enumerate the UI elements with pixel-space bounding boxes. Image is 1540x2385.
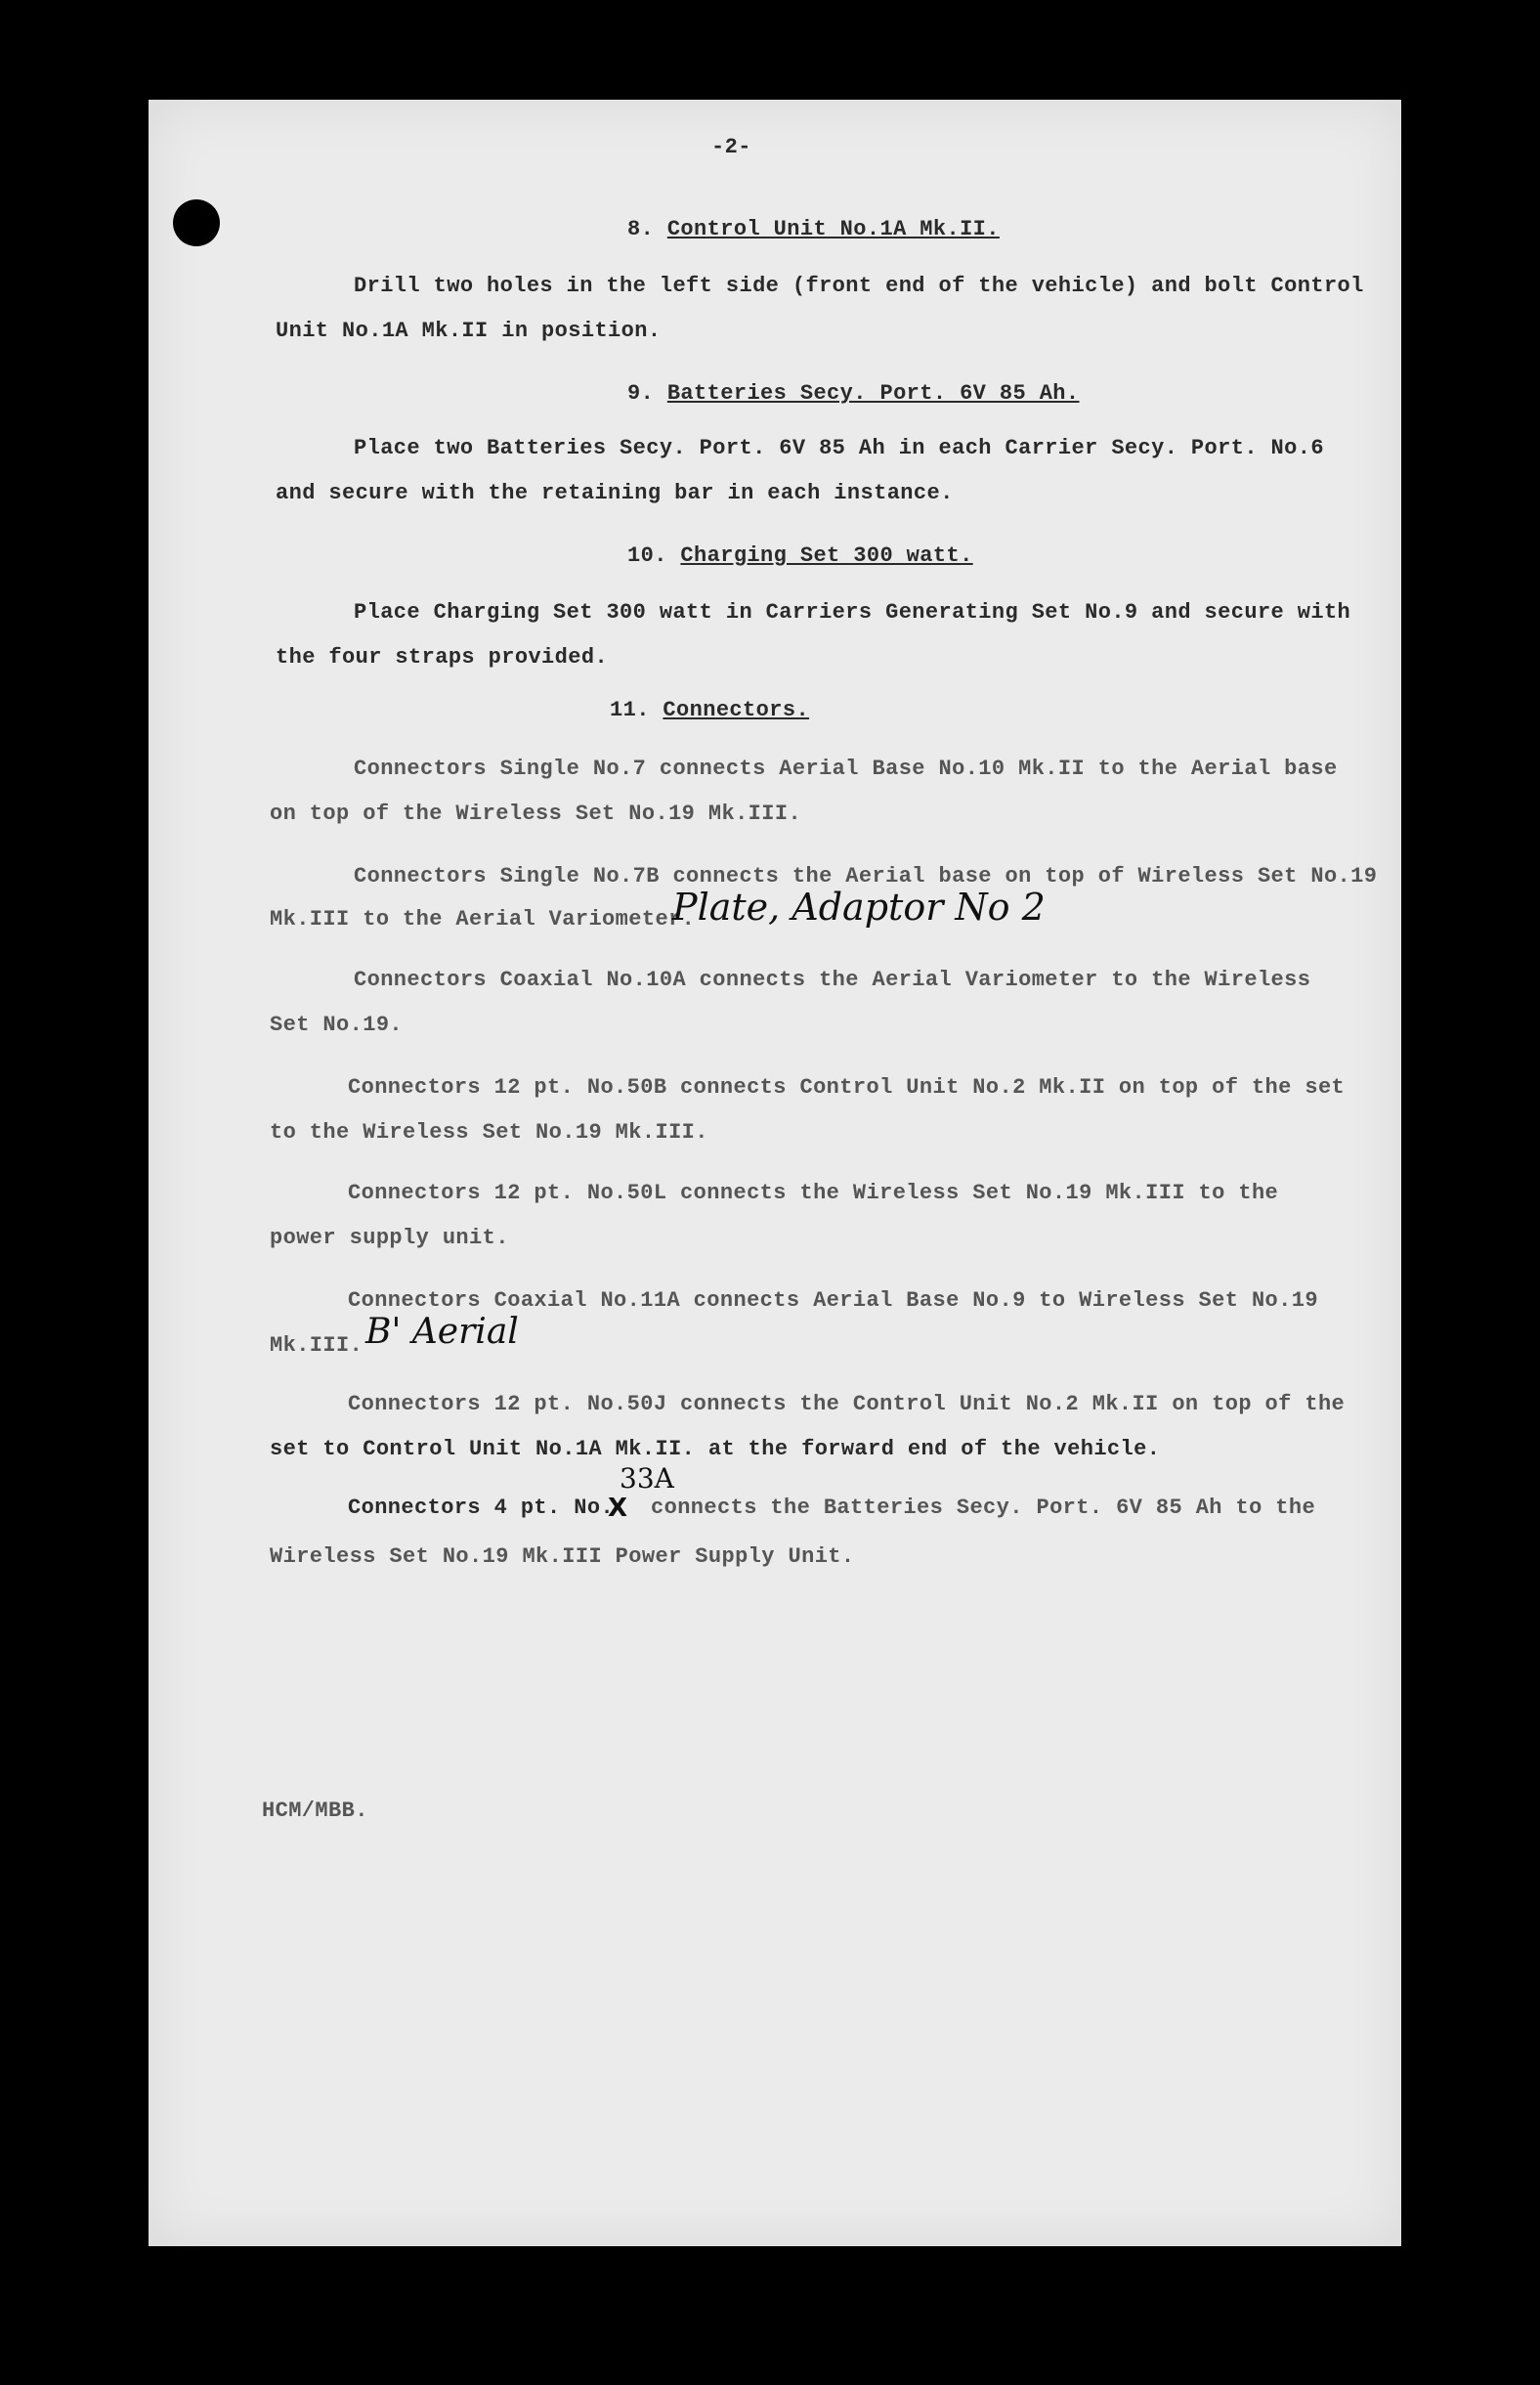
handwritten-note-adaptor: Plate, Adaptor No 2 (672, 886, 1046, 929)
connectors-p1-line-1: Connectors Single No.7 connects Aerial Base No.10 Mk.II to the Aerial base (354, 757, 1338, 781)
section-11-number: 11. (610, 698, 650, 722)
reference-initials: HCM/MBB. (262, 1799, 368, 1823)
connectors-p2-line-1: Connectors Single No.7B connects the Aerial base on top of Wireless Set No.19 (354, 864, 1378, 889)
handwritten-correction-33a: 33A (620, 1462, 674, 1495)
section-8-heading (627, 217, 1000, 241)
punch-hole (173, 199, 220, 246)
section-9-heading (627, 381, 1080, 406)
section-9-title: Batteries Secy. Port. 6V 85 Ah. (666, 381, 1080, 406)
section-10-line-2: the four straps provided. (276, 645, 609, 670)
connectors-p5-line-2: power supply unit. (270, 1226, 509, 1250)
section-9-line-1: Place two Batteries Secy. Port. 6V 85 Ah in each Carrier Secy. Port. No.6 (354, 436, 1324, 460)
section-8-title: Control Unit No.1A Mk.II. (666, 217, 1000, 241)
section-10-number: 10. (627, 543, 667, 568)
section-9-line-2: and secure with the retaining bar in each instance. (276, 481, 954, 505)
document-page (149, 100, 1401, 2246)
connectors-p1-line-2: on top of the Wireless Set No.19 Mk.III. (270, 802, 802, 826)
connectors-p8-line-1b: connects the Batteries Secy. Port. 6V 85 Ah to the (651, 1496, 1316, 1520)
section-10-line-1: Place Charging Set 300 watt in Carriers Generating Set No.9 and secure with (354, 600, 1351, 625)
section-10-heading (627, 543, 973, 568)
connectors-p5-line-1: Connectors 12 pt. No.50L connects the Wireless Set No.19 Mk.III to the (348, 1181, 1279, 1205)
page-number: -2- (711, 135, 751, 159)
connectors-p3-line-1: Connectors Coaxial No.10A connects the Aerial Variometer to the Wireless (354, 968, 1311, 992)
struck-out-mark: X (608, 1494, 628, 1523)
connectors-p7-line-1: Connectors 12 pt. No.50J connects the Control Unit No.2 Mk.II on top of the (348, 1392, 1346, 1416)
connectors-p6-line-2: Mk.III. (270, 1333, 364, 1358)
connectors-p6-line-1: Connectors Coaxial No.11A connects Aerial Base No.9 to Wireless Set No.19 (348, 1288, 1318, 1313)
connectors-p4-line-2: to the Wireless Set No.19 Mk.III. (270, 1120, 708, 1145)
section-8-line-1: Drill two holes in the left side (front end of the vehicle) and bolt Control (354, 274, 1364, 298)
section-11-heading (610, 698, 809, 722)
connectors-p7-line-2: set to Control Unit No.1A Mk.II. at the forward end of the vehicle. (270, 1437, 1161, 1461)
connectors-p3-line-2: Set No.19. (270, 1013, 404, 1037)
connectors-p8-line-2: Wireless Set No.19 Mk.III Power Supply Unit. (270, 1544, 855, 1569)
section-8-line-2: Unit No.1A Mk.II in position. (276, 319, 662, 343)
connectors-p4-line-1: Connectors 12 pt. No.50B connects Control Unit No.2 Mk.II on top of the set (348, 1075, 1346, 1100)
section-8-number: 8. (627, 217, 655, 241)
connectors-p2-line-2: Mk.III to the Aerial Variometer. (270, 907, 696, 932)
section-11-title: Connectors. (663, 698, 810, 722)
section-10-title: Charging Set 300 watt. (680, 543, 973, 568)
connectors-p8-line-1a: Connectors 4 pt. No. (348, 1496, 615, 1520)
section-9-number: 9. (627, 381, 655, 406)
handwritten-note-aerial: B' Aerial (365, 1312, 519, 1352)
